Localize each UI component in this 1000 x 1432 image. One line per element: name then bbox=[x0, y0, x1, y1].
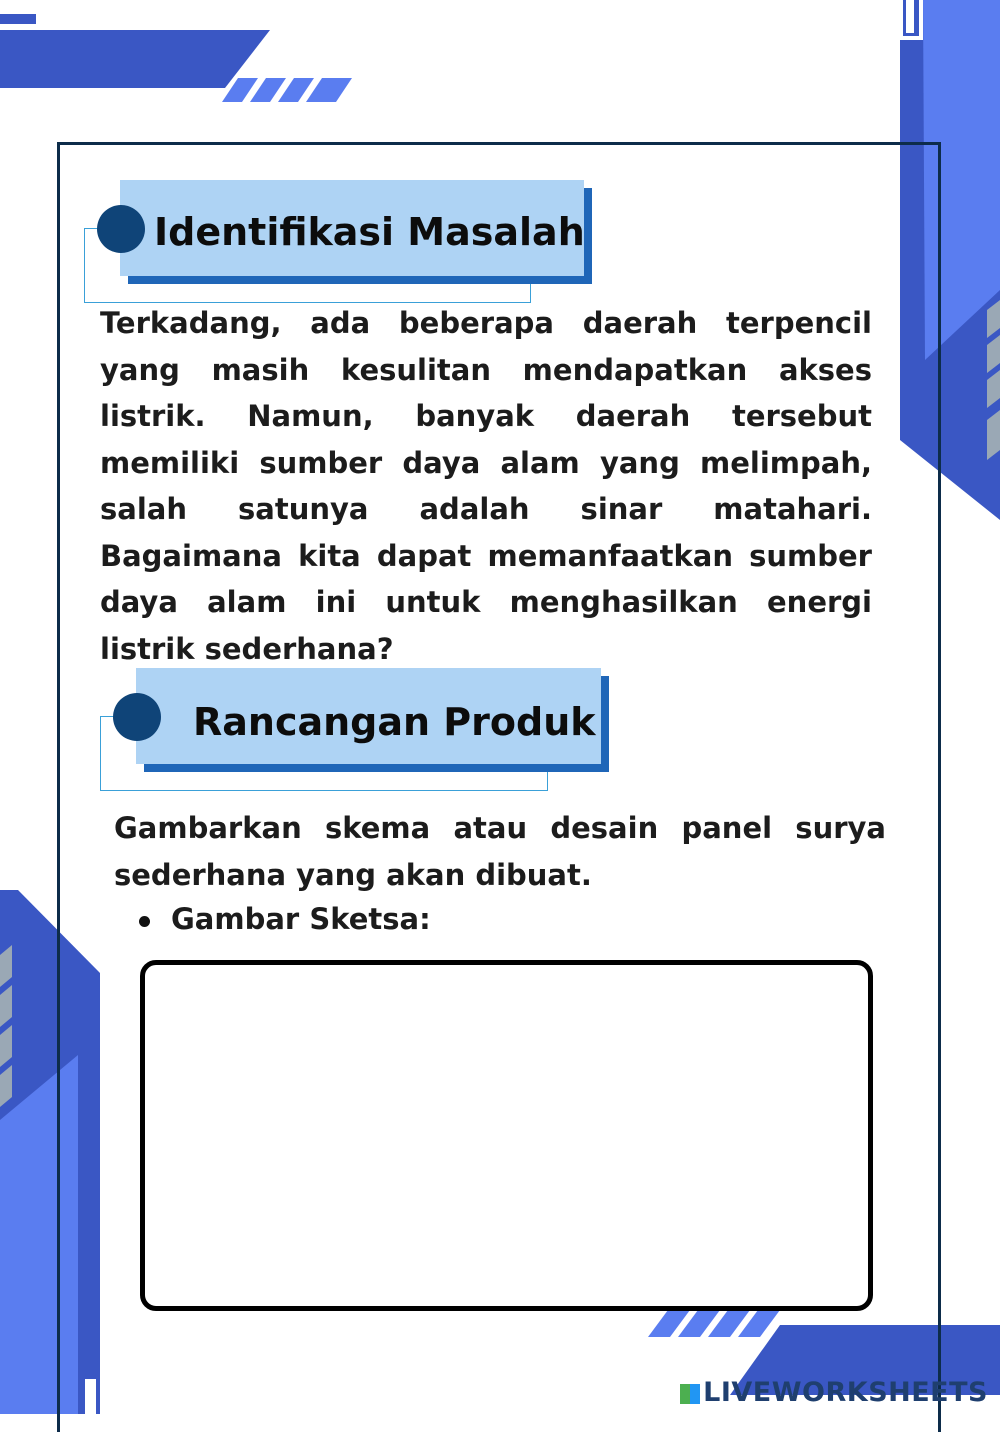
liveworksheets-logo bbox=[680, 1377, 988, 1408]
sketch-label: Gambar Sketsa: bbox=[171, 902, 431, 936]
section-2-paragraph: Gambarkan skema atau desain panel surya sederhana yang akan dibuat. bbox=[114, 811, 886, 892]
section-2-title: Rancangan Produk bbox=[193, 700, 596, 744]
section-1-title: Identifikasi Masalah bbox=[154, 210, 585, 254]
list-bullet-icon bbox=[139, 916, 150, 927]
liveworksheets-logo-icon bbox=[680, 1384, 700, 1404]
section-1-bullet-circle bbox=[97, 205, 145, 253]
section-1-paragraph: Terkadang, ada beberapa daerah terpencil yang masih kesulitan mendapatkan akses listrik. Namun, banyak daerah tersebut memiliki sumber daya alam yang melimpah, salah satunya adalah sinar matahari. Bagaimana kita dapat memanfaatkan sumber daya alam ini untuk menghasilkan energi listrik sederhana? bbox=[100, 306, 872, 666]
section-2-bullet-circle bbox=[113, 693, 161, 741]
decor-top-left bbox=[0, 0, 360, 110]
liveworksheets-logo-text: LIVEWORKSHEETS bbox=[703, 1377, 988, 1408]
sketch-drawing-area[interactable] bbox=[140, 960, 873, 1311]
